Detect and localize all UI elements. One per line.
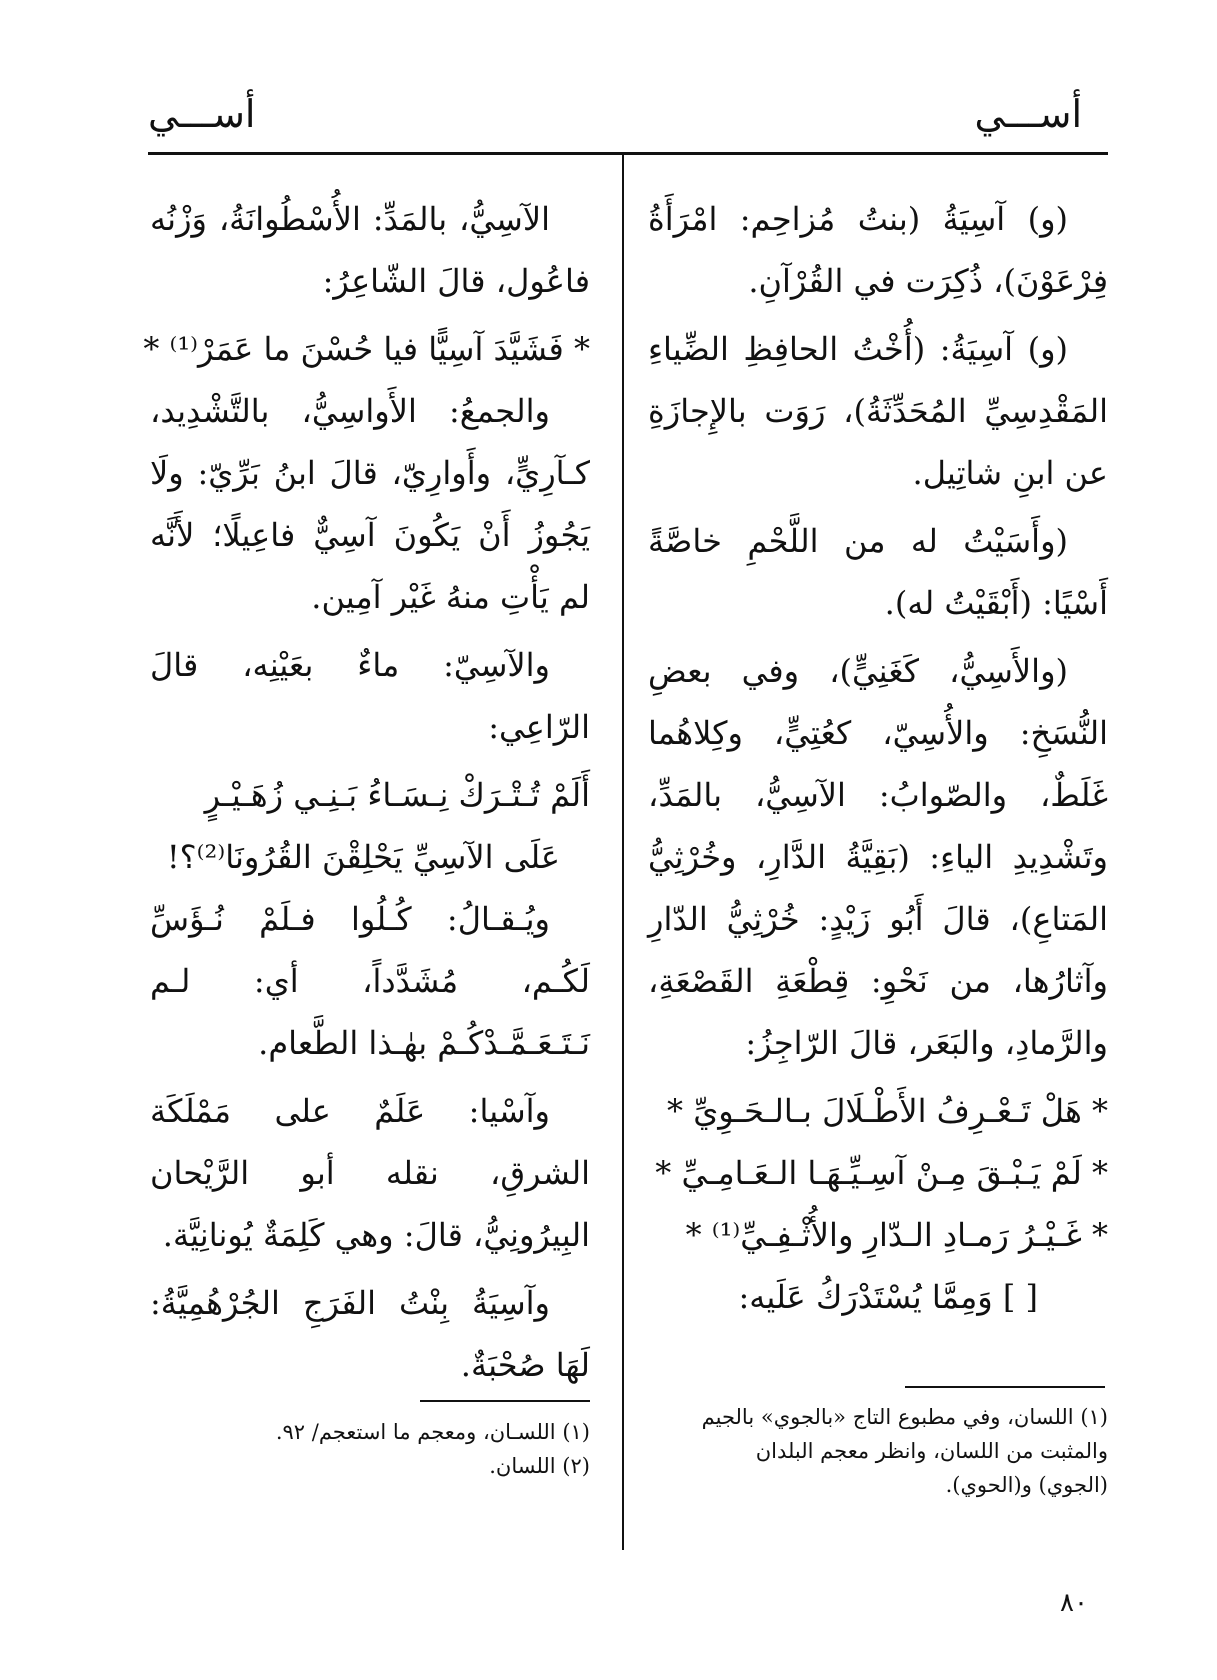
poetry-verse: * فَشَيَّدَ آسِيًّا فيا حُسْنَ ما عَمَرْ⁽¹⁾ * [143,330,590,368]
right-column [648,188,1108,1328]
footnote-rule-right [905,1386,1105,1388]
footnote-rule-left [420,1400,590,1402]
entry-paragraph: الآسِيُّ، بالمَدِّ: الأُسْطُوانَةُ، وَزْنُه فاعُول، قالَ الشّاعِرُ: [150,200,590,300]
entry-paragraph: وآسِيَةُ بِنْتُ الفَرَجِ الجُرْهُمِيَّةُ: لَهَا صُحْبَةٌ. [150,1284,590,1384]
poetry-verse-first-hemistich: أَلَمْ تُـتْـرَكْ نِـسَـاءُ بَـنِـي زُهَـيْـرٍ [204,776,590,814]
poetry-verse: * لَمْ يَـبْـقَ مِـنْ آسِـيِّـهَـا الـعَـامِـيِّ * [655,1154,1108,1192]
poetry-verse-second-hemistich: عَلَى الآسِيِّ يَحْلِقْنَ القُرُونَا⁽²⁾؟! [166,838,560,876]
footnote: (٢) اللسان. [489,1454,590,1478]
poetry-verse: * غَـيْـرُ رَمـادِ الـدّارِ والأُثْـفِـيِّ⁽¹⁾ * [685,1216,1108,1254]
footnote: (١) اللسان، وفي مطبوع التاج «بالجوي» بالجيم [701,1405,1108,1429]
footnote: (١) اللسـان، ومعجم ما استعجم/ ٩٢. [275,1420,590,1444]
footnote-continuation: والمثبت من اللسان، وانظر معجم البلدان [755,1439,1108,1463]
entry-paragraph: (و) آسِيَةُ (بنتُ مُزاحِم: امْرَأَةُ فِرْعَوْنَ)، ذُكِرَت في القُرْآنِ. [648,200,1108,300]
header-root-word-right: أســـي [974,92,1082,136]
entry-paragraph: (وأَسَيْتُ له من اللَّحْمِ خاصَّةً أَسْيًا: (أَبْقَيْتُ له). [648,522,1108,622]
header-root-word-left: أســـي [148,92,256,136]
entry-paragraph: والآسِيّ: ماءٌ بعَيْنِه، قالَ الرّاعِي: [150,646,590,746]
page-number: ٨٠ [1060,1588,1088,1618]
entry-paragraph: (والأَسِيُّ، كَغَنِيٍّ)، وفي بعضِ النُّسَخِ: والأُسِيّ، كعُتِيٍّ، وكِلاهُما غَلَطٌ، والصّوابُ: الآسِيُّ، بالمَدِّ، وتَشْدِيدِ الياءِ: (بَقِيَّةُ الدَّارِ، وخُرْثِيُّ المَتاعِ)، قالَ أَبُو زَيْدٍ: خُرْثِيُّ الدّارِ وآثارُها، من نَحْوِ: قِطْعَةِ القَصْعَةِ، والرَّمادِ، والبَعَر، قالَ الرّاجِزُ: [648,652,1108,1062]
header-rule [148,152,1108,155]
left-column [143,188,590,1402]
entry-paragraph: والجمعُ: الأَواسِيُّ، بالتَّشْدِيد، كـآرِيٍّ، وأَوارِيّ، قالَ ابنُ بَرِّيّ: ولَا يَجُوزُ أَنْ يَكُونَ آسِيٌّ فاعِيلًا؛ لأَنَّه لم يَأْتِ منهُ غَيْر آمِين. [150,392,590,616]
footnotes-right [648,1400,1108,1502]
entry-paragraph: ويُـقـالُ: كُـلُوا فـلَمْ نُـؤَسِّ لَكُـم، مُشَدَّداً، أي: لـم نَـتَـعَـمَّـدْكُـمْ بهٰـذا الطَّعام. [150,900,590,1062]
supplement-heading: [ ] وَمِمَّا يُسْتَدْرَكُ عَلَيه: [738,1278,1038,1316]
poetry-verse: * هَلْ تَـعْـرِفُ الأَطْـلَالَ بـالـحَـوِيِّ * [667,1092,1108,1130]
entry-paragraph: وآسْيا: عَلَمٌ على مَمْلَكَة الشرقِ، نقله أبو الرَّيْحان البِيرُونِيُّ، قالَ: وهي كَلِمَةٌ يُونانِيَّة. [150,1092,590,1254]
column-divider [622,155,624,1550]
entry-paragraph: (و) آسِيَةُ: (أُخْتُ الحافِظِ الضِّياءِ المَقْدِسِيِّ المُحَدِّثَةُ)، رَوَت بالإِجازَةِ عن ابنِ شاتِيل. [648,330,1108,492]
footnote-continuation: (الجوي) و(الحوي). [945,1473,1108,1497]
footnotes-left [150,1415,590,1483]
